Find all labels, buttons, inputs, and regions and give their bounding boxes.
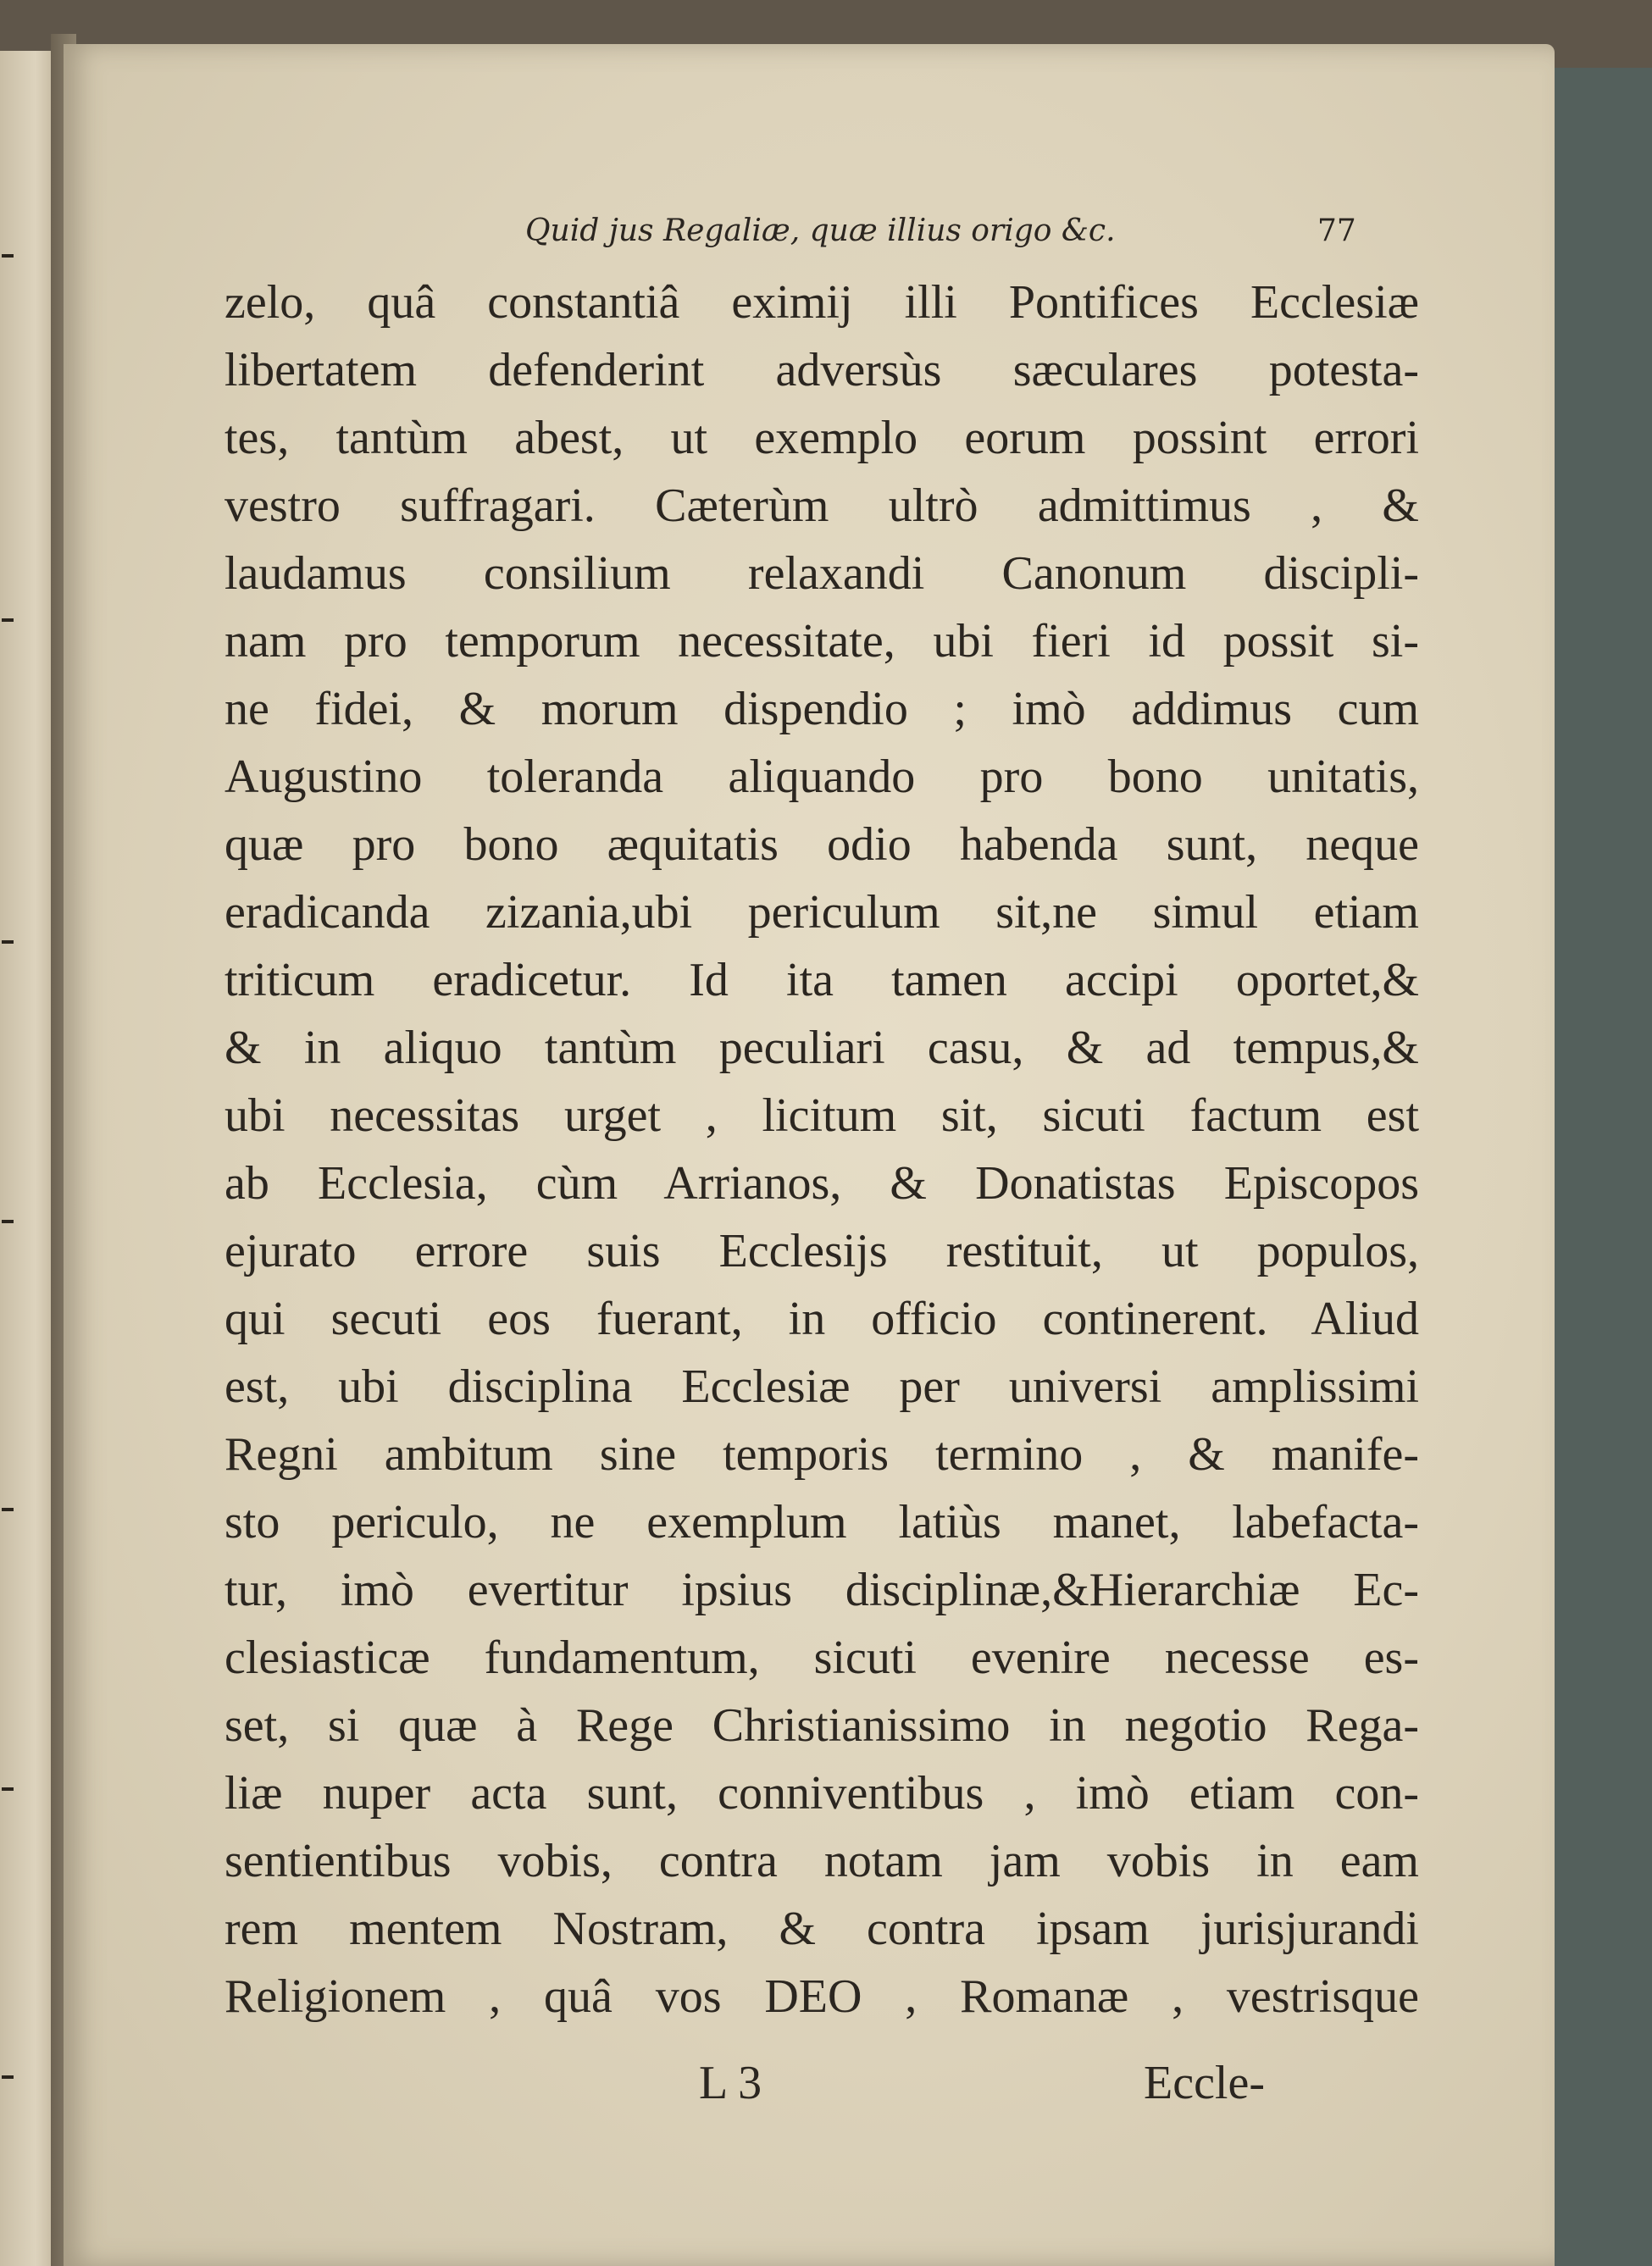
text-line: set, si quæ à Rege Christianissimo in negotio Rega- <box>225 1699 1419 1752</box>
text-line: ejurato errore suis Ecclesijs restituit, ut populos, <box>225 1225 1419 1277</box>
text-line: libertatem defenderint adversùs sæculares potesta- <box>225 344 1419 396</box>
text-line: qui secuti eos fuerant, in officio continerent. Aliud <box>225 1293 1419 1345</box>
text-line: est, ubi disciplina Ecclesiæ per universi amplissimi <box>225 1360 1419 1413</box>
text-line: vestro suffragari. Cæterùm ultrò admittimus , & <box>225 479 1419 532</box>
text-line: sto periculo, ne exemplum latiùs manet, labefacta- <box>225 1496 1419 1549</box>
text-line: zelo, quâ constantiâ eximij illi Pontifices Ecclesiæ <box>225 276 1419 329</box>
facing-page-mark <box>2 940 14 944</box>
text-line: eradicanda zizania,ubi periculum sit,ne simul etiam <box>225 886 1419 939</box>
facing-page-mark <box>2 1508 14 1511</box>
text-line: Augustino toleranda aliquando pro bono unitatis, <box>225 751 1419 803</box>
text-line: tes, tantùm abest, ut exemplo eorum possint errori <box>225 412 1419 464</box>
body-text <box>225 269 1419 2031</box>
text-line: clesiasticæ fundamentum, sicuti evenire necesse es- <box>225 1632 1419 1684</box>
facing-page-mark <box>2 618 14 622</box>
text-line: sentientibus vobis, contra notam jam vobis in eam <box>225 1835 1419 1887</box>
facing-page-mark <box>2 1220 14 1223</box>
text-line: Religionem , quâ vos DEO , Romanæ , vestrisque <box>225 1970 1419 2023</box>
text-line: nam pro temporum necessitate, ubi fieri id possit si- <box>225 615 1419 668</box>
book-page <box>64 44 1555 2266</box>
facing-page-mark <box>2 1787 14 1791</box>
text-line: liæ nuper acta sunt, conniventibus , imò etiam con- <box>225 1767 1419 1820</box>
text-line: ubi necessitas urget , licitum sit, sicuti factum est <box>225 1089 1419 1142</box>
running-head: Quid jus Regaliæ, quæ illius origo &c. <box>525 213 1116 248</box>
text-line: ne fidei, & morum dispendio ; imò addimus cum <box>225 683 1419 735</box>
page-number: 77 <box>1317 213 1356 248</box>
text-line: laudamus consilium relaxandi Canonum discipli- <box>225 547 1419 600</box>
facing-page-mark <box>2 2075 14 2079</box>
text-line: tur, imò evertitur ipsius disciplinæ,&Hierarchiæ Ec- <box>225 1564 1419 1616</box>
text-line: ab Ecclesia, cùm Arrianos, & Donatistas Episcopos <box>225 1157 1419 1210</box>
text-line: Regni ambitum sine temporis termino , & manife- <box>225 1428 1419 1481</box>
text-line: rem mentem Nostram, & contra ipsam jurisjurandi <box>225 1903 1419 1955</box>
text-line: & in aliquo tantùm peculiari casu, & ad tempus,& <box>225 1022 1419 1074</box>
scan-background <box>1555 68 1652 2266</box>
catchword: Eccle- <box>1144 2057 1265 2109</box>
facing-page-mark <box>2 254 14 258</box>
text-line: quæ pro bono æquitatis odio habenda sunt, neque <box>225 818 1419 871</box>
signature-mark: L 3 <box>699 2057 762 2109</box>
text-line: triticum eradicetur. Id ita tamen accipi oportet,& <box>225 954 1419 1006</box>
